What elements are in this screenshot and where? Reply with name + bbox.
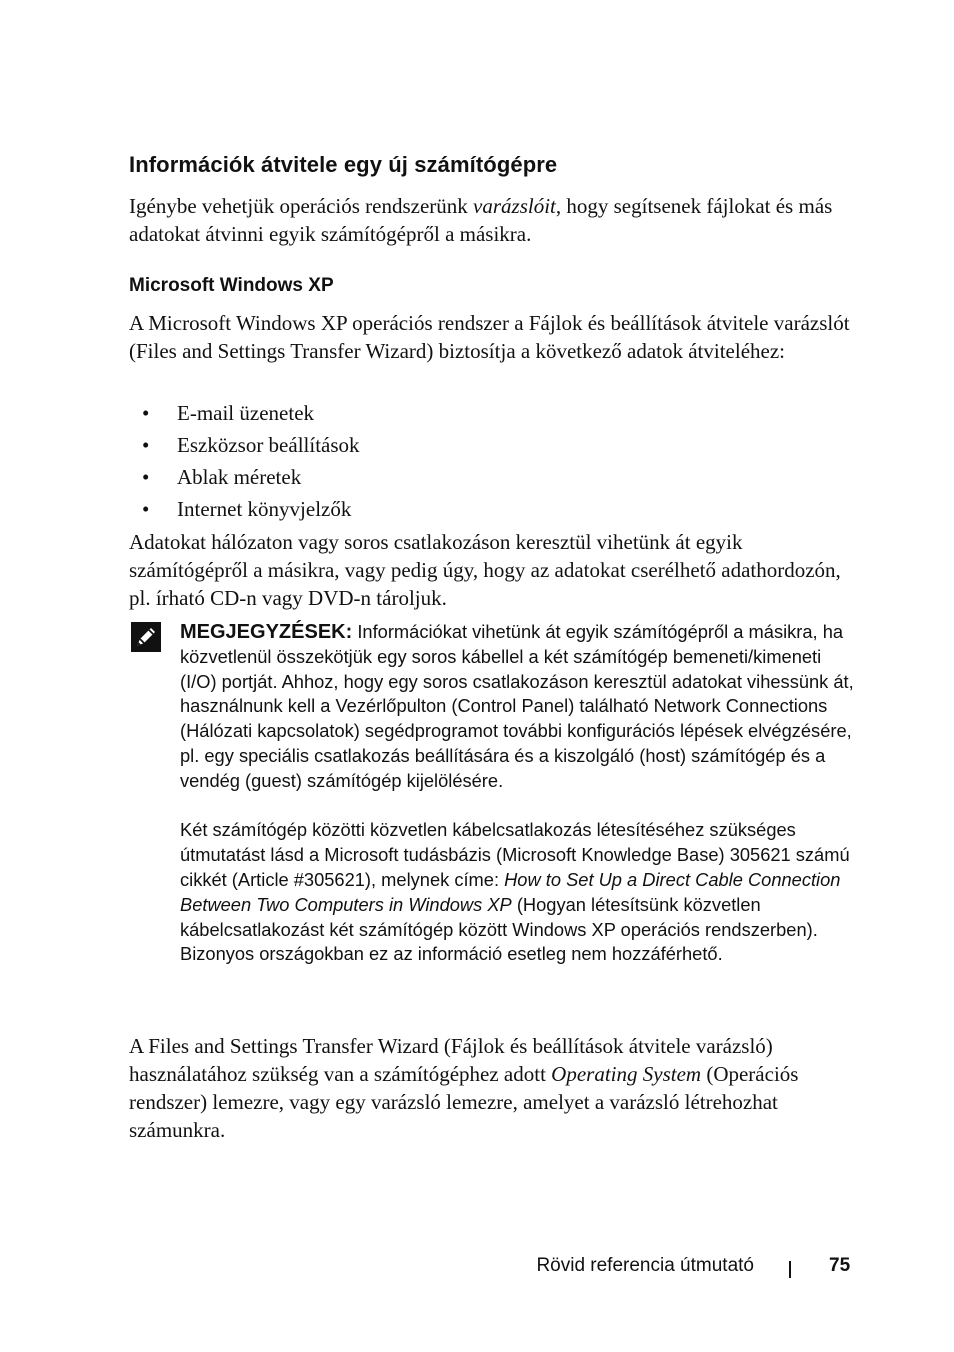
note-text-1: Információkat vihetünk át egyik számítógépről a másikra, ha közvetlenül összekötjük egy soros kábellel a két számítógép bemeneti/kimeneti (I/O) portját. Ahhoz, hogy egy soros csatlakozáson keresztül adatokat vihessünk át, használnunk kell a Vezérlőpulton (Control Panel) található Network Connections (Hálózati kapcsolatok) segédprogramot további konfigurációs lépések elvégzésére, pl. egy speciális csatlakozás beállítására és a kiszolgáló (host) számítógép és a vendég (guest) számítógép kijelölésére. bbox=[180, 621, 854, 791]
footer-divider bbox=[789, 1261, 791, 1278]
bullet-glyph: • bbox=[142, 401, 150, 425]
note-paragraph-2 bbox=[180, 818, 860, 967]
data-types-list bbox=[129, 399, 829, 527]
bullet-glyph: • bbox=[142, 497, 150, 521]
wizard-description-paragraph: A Microsoft Windows XP operációs rendszer a Fájlok és beállítások átvitele varázslót (Files and Settings Transfer Wizard) biztosítja a következő adatok átviteléhez: bbox=[129, 311, 850, 363]
closing-text-before: A Files and Settings Transfer Wizard (Fájlok és beállítások átvitele varázsló) használatához szükség van a számítógéphez adott bbox=[129, 1034, 773, 1086]
list-item bbox=[129, 431, 829, 463]
bullet-glyph: • bbox=[142, 433, 150, 457]
section-title: Információk átvitele egy új számítógépre bbox=[129, 152, 558, 177]
bullet-glyph: • bbox=[142, 465, 150, 489]
list-item bbox=[129, 463, 829, 495]
note-paragraph-1 bbox=[180, 620, 860, 794]
intro-text-before: Igénybe vehetjük operációs rendszerünk bbox=[129, 194, 474, 218]
list-item-text: E-mail üzenetek bbox=[177, 401, 315, 425]
list-item-text: Internet könyvjelzők bbox=[177, 497, 352, 521]
note-text-2-before: Két számítógép közötti közvetlen kábelcsatlakozás létesítéséhez szükséges útmutatást lásd a Microsoft tudásbázis (Microsoft Knowledge Base) 305621 számú cikkét (Article #305621), melynek címe: bbox=[180, 819, 850, 890]
page-number: 75 bbox=[829, 1255, 851, 1276]
list-item-text: Ablak méretek bbox=[177, 465, 302, 489]
article-title-emphasis: How to Set Up a Direct Cable Connection Between Two Computers in Windows XP bbox=[180, 868, 841, 915]
list-item-text: Eszközsor beállítások bbox=[177, 433, 360, 457]
page-footer bbox=[0, 1255, 954, 1285]
subsection-title: Microsoft Windows XP bbox=[129, 275, 334, 296]
list-item bbox=[129, 495, 829, 527]
closing-text-after: (Operációs rendszer) lemezre, vagy egy varázsló lemezre, amelyet a varázsló létrehozhat számunkra. bbox=[129, 1062, 799, 1142]
note-pencil-icon bbox=[131, 622, 161, 652]
transfer-methods-paragraph: Adatokat hálózaton vagy soros csatlakozáson keresztül vihetünk át egyik számítógépről a másikra, vagy pedig úgy, hogy az adatokat cserélhető adathordozón, pl. írható CD-n vagy DVD-n tároljuk. bbox=[129, 530, 841, 610]
note-label: MEGJEGYZÉSEK: bbox=[180, 621, 353, 643]
note-text-2-after: (Hogyan létesítsünk közvetlen kábelcsatlakozást két számítógép között Windows XP operációs rendszerben). Bizonyos országokban ez az információ esetleg nem hozzáférhető. bbox=[180, 893, 818, 965]
footer-title: Rövid referencia útmutató bbox=[536, 1255, 754, 1276]
note-body bbox=[180, 620, 860, 967]
closing-emphasis: Operating System bbox=[551, 1062, 702, 1086]
closing-paragraph bbox=[129, 1032, 859, 1144]
intro-text-after: , hogy segítsenek fájlokat és más adatokat átvinni egyik számítógépről a másikra. bbox=[129, 194, 833, 246]
intro-emphasis: varázslóit bbox=[473, 194, 556, 218]
intro-paragraph bbox=[129, 192, 859, 248]
list-item bbox=[129, 399, 829, 431]
